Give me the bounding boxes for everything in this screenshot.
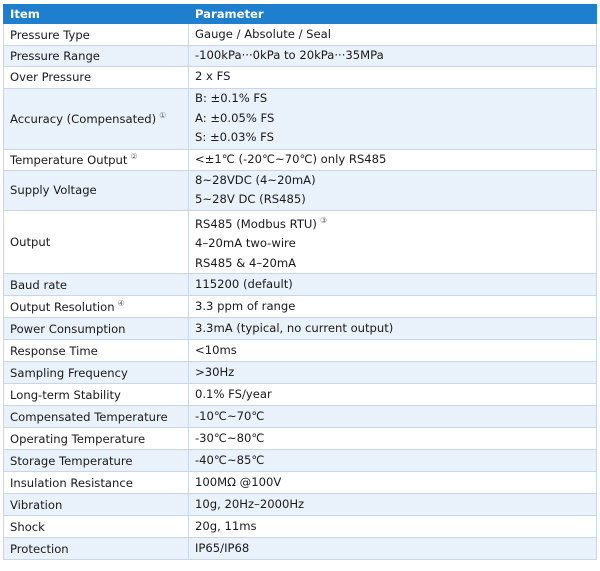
- parameter-value: [195, 319, 596, 339]
- header-item: Item: [4, 5, 189, 24]
- row-parameter-cell: [189, 340, 597, 362]
- parameter-text: -30℃~80℃: [195, 430, 265, 445]
- row-item-label: Accuracy (Compensated): [10, 112, 157, 126]
- parameter-value: [195, 473, 596, 493]
- row-parameter-cell: [189, 274, 597, 296]
- row-parameter-cell: [189, 538, 597, 560]
- parameter-value: [195, 234, 596, 254]
- row-item-cell: [4, 406, 189, 428]
- row-item-label: Compensated Temperature: [10, 409, 168, 424]
- row-item-label: Shock: [10, 519, 45, 534]
- table-row: [4, 406, 597, 428]
- table-row: [4, 318, 597, 340]
- parameter-text: -40℃~85℃: [195, 452, 265, 467]
- row-item-label: Sampling Frequency: [10, 365, 128, 380]
- row-parameter-cell: [189, 24, 597, 46]
- parameter-text: 10g, 20Hz–2000Hz: [195, 496, 305, 511]
- table-row: [4, 384, 597, 406]
- row-item-cell: [4, 210, 189, 274]
- parameter-value: [195, 275, 596, 295]
- parameter-value: [195, 25, 596, 45]
- table-row: [4, 428, 597, 450]
- row-parameter-cell: [189, 170, 597, 210]
- parameter-text: -100kPa···0kPa to 20kPa···35MPa: [195, 48, 384, 62]
- row-parameter-cell: [189, 88, 597, 149]
- parameter-value: [195, 385, 596, 405]
- parameter-value: [195, 171, 596, 191]
- table-row: [4, 274, 597, 296]
- row-item-label: Protection: [10, 541, 69, 556]
- row-item-cell: [4, 24, 189, 46]
- row-item-label: Operating Temperature: [10, 431, 146, 446]
- row-item-label: Pressure Type: [10, 27, 90, 42]
- parameter-text: 2 x FS: [195, 69, 231, 84]
- parameter-value: [195, 128, 596, 148]
- row-item-cell: [4, 170, 189, 210]
- row-parameter-cell: [189, 428, 597, 450]
- row-item-cell: [4, 296, 189, 318]
- parameter-value: [195, 150, 596, 170]
- parameter-text: 100MΩ @100V: [195, 474, 282, 489]
- row-item-label: Storage Temperature: [10, 453, 133, 468]
- table-row: [4, 210, 597, 274]
- parameter-value: [195, 429, 596, 449]
- parameter-text: RS485 & 4–20mA: [195, 255, 297, 270]
- table-row: [4, 149, 597, 170]
- table-row: [4, 472, 597, 494]
- row-item-cell: [4, 340, 189, 362]
- row-parameter-cell: [189, 494, 597, 516]
- row-item-label: Vibration: [10, 497, 63, 512]
- row-item-label: Output: [10, 234, 51, 249]
- row-parameter-cell: [189, 516, 597, 538]
- row-parameter-cell: [189, 210, 597, 274]
- row-item-cell: [4, 428, 189, 450]
- table-header-row: [4, 5, 597, 24]
- parameter-text: RS485 (Modbus RTU): [195, 216, 317, 231]
- row-item-label: Response Time: [10, 343, 98, 358]
- parameter-text: 115200 (default): [195, 276, 293, 291]
- row-parameter-cell: [189, 384, 597, 406]
- spec-table: [3, 4, 597, 560]
- footnote-marker: ①: [159, 111, 167, 120]
- parameter-value: [195, 451, 596, 471]
- row-item-label: Pressure Range: [10, 48, 100, 63]
- row-item-label: Long-term Stability: [10, 387, 121, 402]
- row-item-cell: [4, 384, 189, 406]
- row-parameter-cell: [189, 472, 597, 494]
- row-parameter-cell: [189, 296, 597, 318]
- row-parameter-cell: [189, 450, 597, 472]
- row-item-cell: [4, 450, 189, 472]
- row-item-cell: [4, 494, 189, 516]
- parameter-value: [195, 46, 596, 66]
- row-item-cell: [4, 149, 189, 170]
- parameter-value: [195, 363, 596, 383]
- row-item-cell: [4, 472, 189, 494]
- parameter-value: [195, 109, 596, 129]
- table-row: [4, 340, 597, 362]
- table-body: [4, 24, 597, 560]
- parameter-text: B: ±0.1% FS: [195, 91, 268, 106]
- parameter-value: [195, 407, 596, 427]
- row-parameter-cell: [189, 362, 597, 384]
- row-item-label: Over Pressure: [10, 70, 92, 84]
- row-item-label: Temperature Output: [10, 153, 128, 167]
- parameter-value: [195, 67, 596, 87]
- row-parameter-cell: [189, 318, 597, 340]
- parameter-text: -10℃~70℃: [195, 408, 265, 423]
- table-row: [4, 88, 597, 149]
- table-row: [4, 66, 597, 88]
- parameter-text: 3.3mA (typical, no current output): [195, 320, 394, 335]
- spec-table-container: [3, 4, 597, 560]
- header-parameter: Parameter: [189, 5, 597, 24]
- parameter-text: 4–20mA two-wire: [195, 236, 296, 250]
- table-row: [4, 362, 597, 384]
- row-item-cell: [4, 516, 189, 538]
- row-item-label: Insulation Resistance: [10, 475, 133, 490]
- row-item-cell: [4, 46, 189, 67]
- parameter-value: [195, 341, 596, 361]
- parameter-text: S: ±0.03% FS: [195, 130, 275, 145]
- parameter-value: [195, 254, 596, 274]
- parameter-text: A: ±0.05% FS: [195, 110, 275, 125]
- parameter-value: [195, 89, 596, 109]
- parameter-value: [195, 495, 596, 515]
- row-item-label: Baud rate: [10, 277, 68, 292]
- footnote-marker: ②: [130, 152, 138, 161]
- table-row: [4, 494, 597, 516]
- row-parameter-cell: [189, 66, 597, 88]
- row-item-label: Power Consumption: [10, 321, 126, 336]
- parameter-text: IP65/IP68: [195, 540, 250, 555]
- row-item-label: Supply Voltage: [10, 183, 97, 197]
- parameter-text: 20g, 11ms: [195, 518, 257, 533]
- parameter-value: [195, 211, 596, 235]
- table-row: [4, 24, 597, 46]
- parameter-text: <10ms: [195, 342, 237, 357]
- table-row: [4, 538, 597, 560]
- footnote-marker: ③: [319, 215, 328, 225]
- table-row: [4, 516, 597, 538]
- parameter-text: 3.3 ppm of range: [195, 298, 296, 313]
- table-row: [4, 450, 597, 472]
- row-parameter-cell: [189, 46, 597, 67]
- row-item-label: Output Resolution: [10, 300, 115, 314]
- row-parameter-cell: [189, 149, 597, 170]
- parameter-text: <±1℃ (-20℃~70℃) only RS485: [195, 151, 387, 166]
- parameter-value: [195, 297, 596, 317]
- parameter-text: 8~28VDC (4~20mA): [195, 172, 316, 187]
- row-item-cell: [4, 66, 189, 88]
- row-item-cell: [4, 362, 189, 384]
- parameter-text: 0.1% FS/year: [195, 386, 272, 401]
- row-parameter-cell: [189, 406, 597, 428]
- row-item-cell: [4, 274, 189, 296]
- table-row: [4, 170, 597, 210]
- row-item-cell: [4, 318, 189, 340]
- row-item-cell: [4, 88, 189, 149]
- parameter-value: [195, 190, 596, 210]
- parameter-text: 5~28V DC (RS485): [195, 192, 306, 206]
- parameter-text: Gauge / Absolute / Seal: [195, 26, 331, 41]
- parameter-text: >30Hz: [195, 364, 235, 379]
- parameter-value: [195, 539, 596, 559]
- table-row: [4, 46, 597, 67]
- parameter-value: [195, 517, 596, 537]
- table-row: [4, 296, 597, 318]
- row-item-cell: [4, 538, 189, 560]
- footnote-marker: ④: [117, 299, 125, 308]
